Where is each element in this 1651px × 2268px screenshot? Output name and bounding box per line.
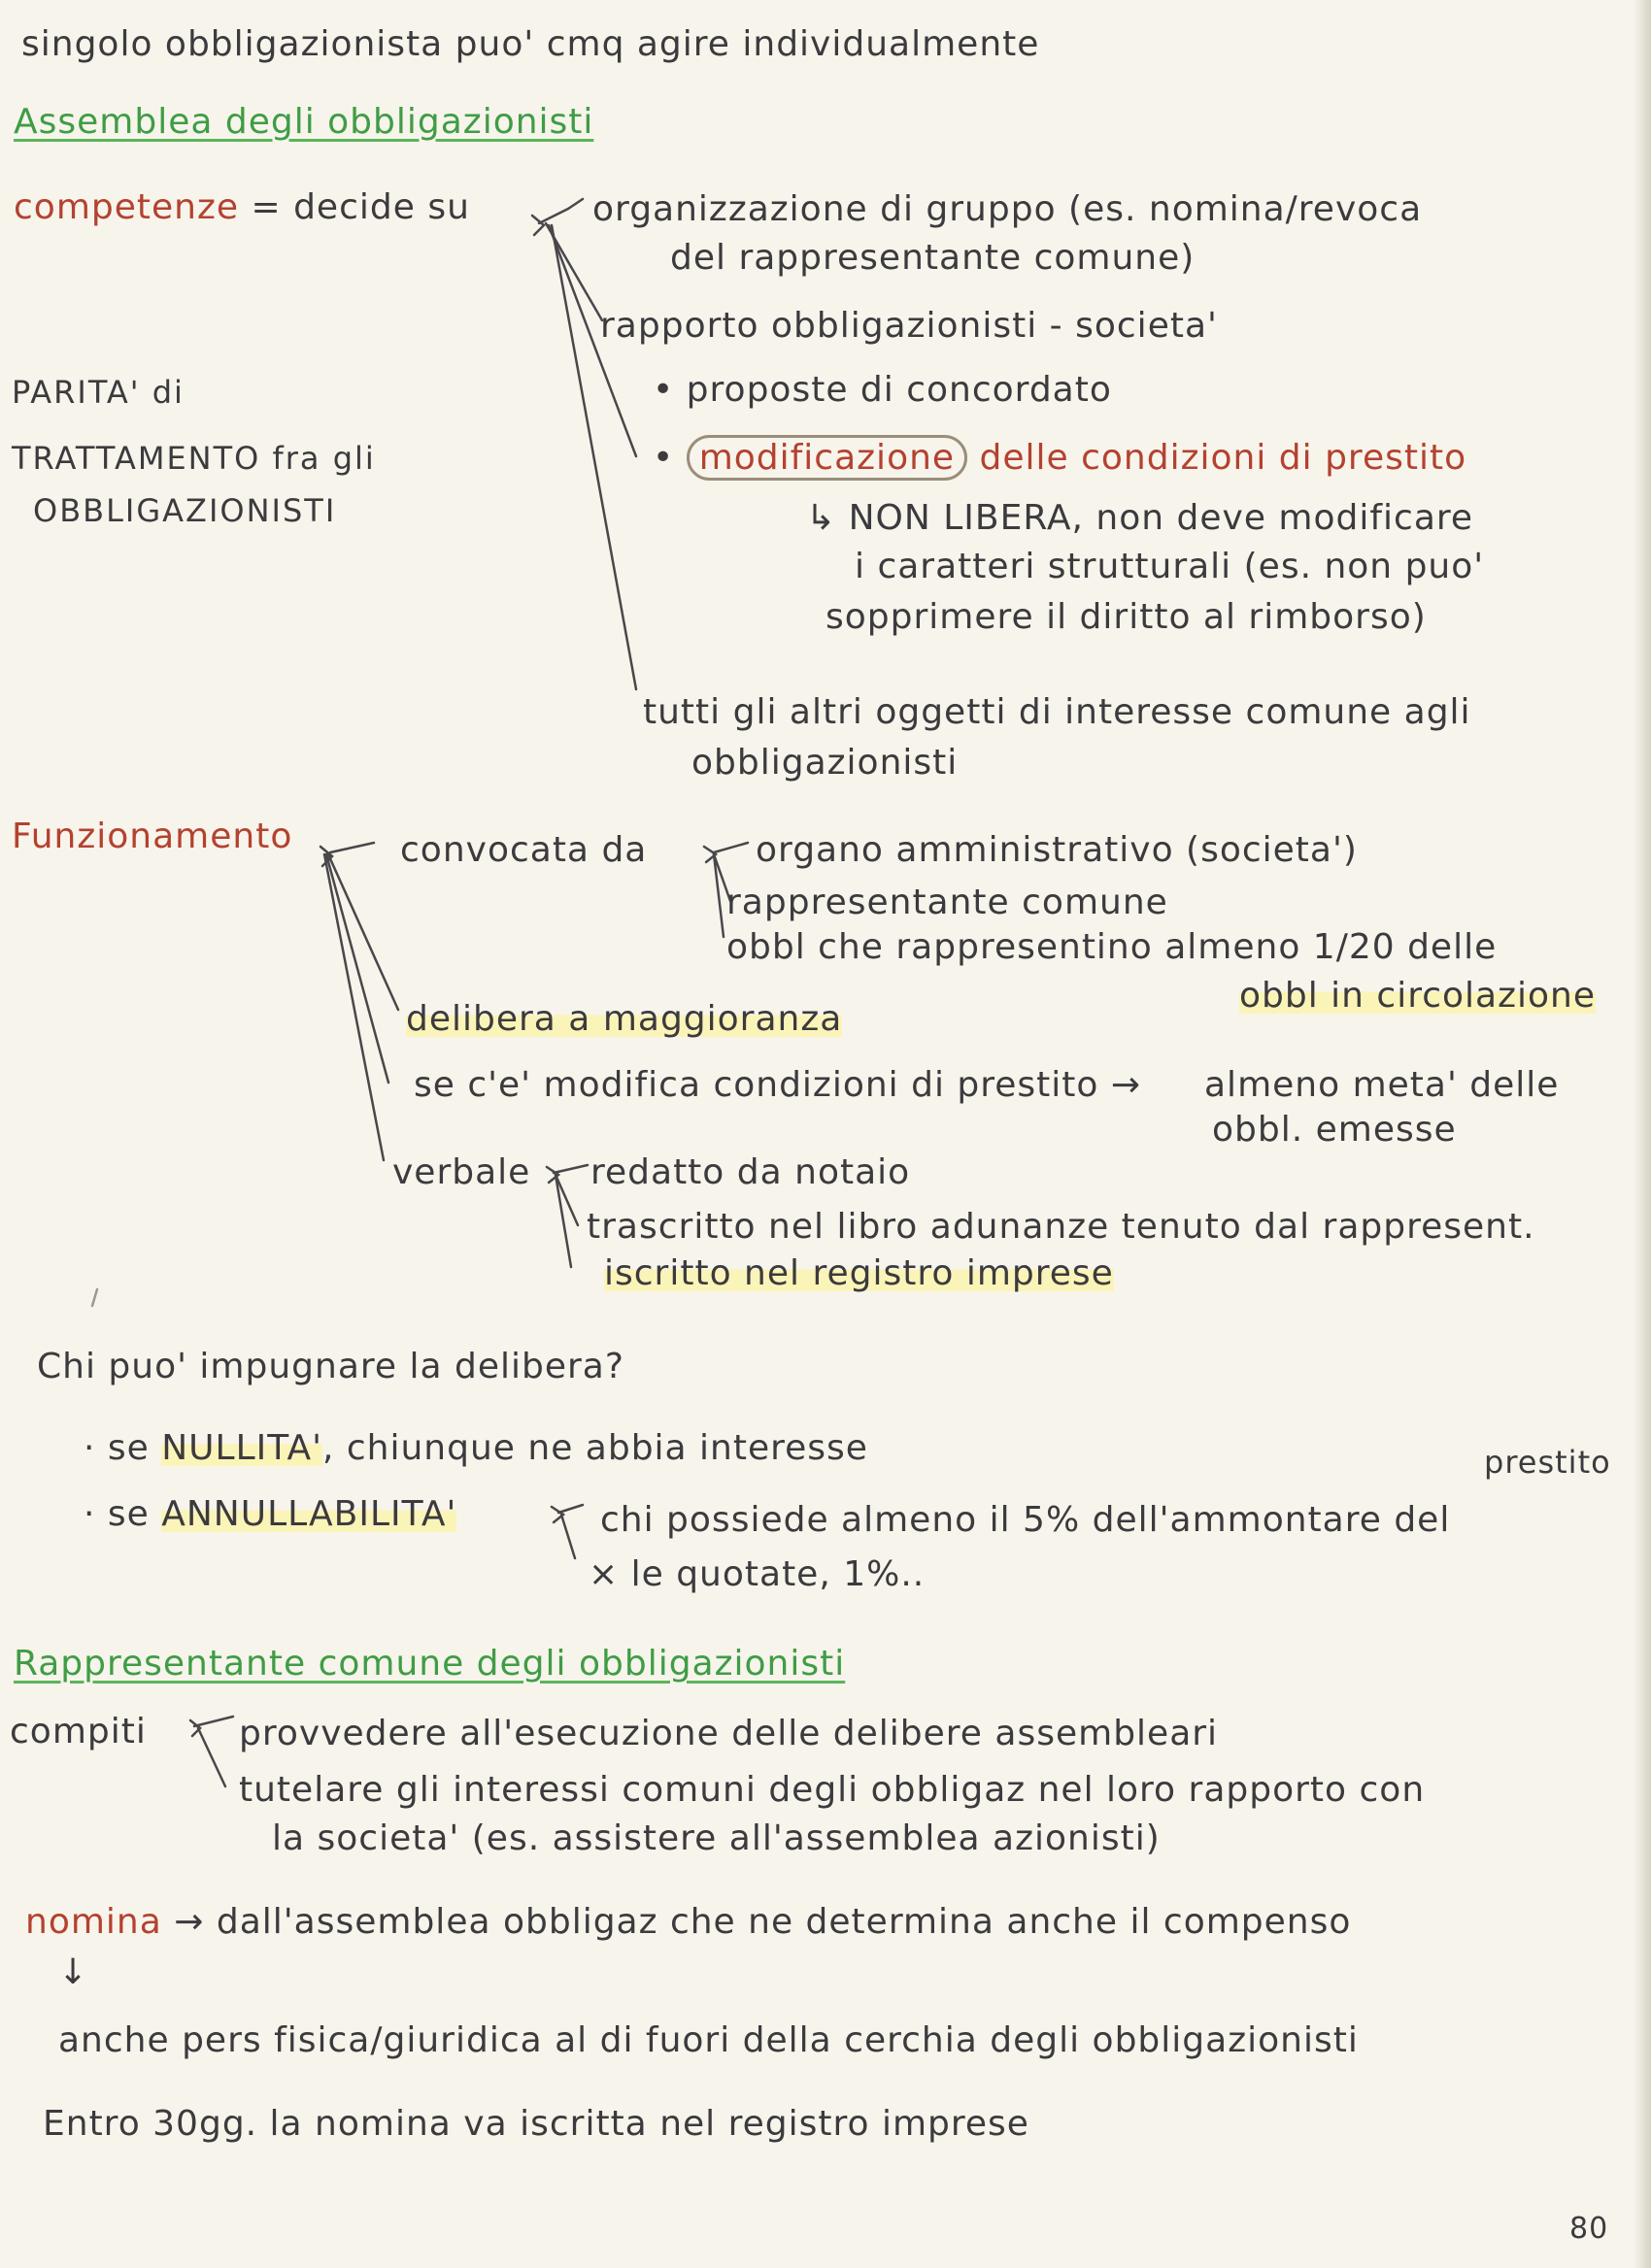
modificazione-item xyxy=(653,437,1466,480)
page-edge-shadow xyxy=(1634,0,1651,2268)
annullabilita-term: ANNULLABILITA' xyxy=(161,1494,457,1534)
down-arrow-icon: ↓ xyxy=(58,1952,89,1992)
convocata-item-3-cont xyxy=(1239,975,1596,1017)
meta-line-1: almeno meta' delle xyxy=(1204,1065,1560,1105)
compiti-item-2: tutelare gli interessi comuni degli obbligaz nel loro rapporto con xyxy=(239,1770,1426,1810)
side-note-line-1: PARITA' di xyxy=(12,374,185,411)
intro-line xyxy=(21,23,1039,66)
annullabilita-line xyxy=(84,1493,456,1536)
in-circolazione: obbl in circolazione xyxy=(1239,976,1597,1016)
section-heading-assemblea: Assemblea degli obbligazionisti xyxy=(14,102,594,142)
compiti-item-2-cont: la societa' (es. assistere all'assemblea azionisti) xyxy=(272,1818,1161,1858)
convocata-item-2: rappresentante comune xyxy=(726,883,1168,922)
nullita-line xyxy=(84,1427,868,1470)
meta-line-2: obbl. emesse xyxy=(1212,1110,1457,1150)
concordato-item: • proposte di concordato xyxy=(653,370,1112,410)
nomina-label: nomina xyxy=(25,1902,162,1942)
nomina-line xyxy=(25,1901,1351,1944)
competenze-item-2: rapporto obbligazionisti - societa' xyxy=(600,306,1218,346)
annullabilita-item-1: chi possiede almeno il 5% dell'ammontare del xyxy=(600,1500,1451,1540)
compiti-item-1: provvedere all'esecuzione delle delibere assembleari xyxy=(239,1714,1219,1753)
modifica-line: se c'e' modifica condizioni di prestito → xyxy=(414,1065,1142,1105)
side-note-line-2: TRATTAMENTO fra gli xyxy=(12,440,376,477)
competenze-line xyxy=(14,186,470,229)
modificazione-circled: modificazione xyxy=(687,435,967,481)
nullita-pre: · se xyxy=(84,1428,150,1468)
entro-line: Entro 30gg. la nomina va iscritta nel registro imprese xyxy=(43,2104,1029,2144)
delibera-text: delibera a maggioranza xyxy=(406,999,843,1039)
registro-imprese: iscritto nel registro imprese xyxy=(604,1253,1114,1293)
delibera-line xyxy=(406,998,842,1041)
non-libera-line-2: i caratteri strutturali (es. non puo' xyxy=(855,547,1485,586)
annullabilita-pre: · se xyxy=(84,1494,150,1534)
annullabilita-item-2: × le quotate, 1%.. xyxy=(589,1554,926,1594)
competenze-item-1-cont: del rappresentante comune) xyxy=(670,238,1196,278)
nullita-term: NULLITA' xyxy=(161,1428,322,1468)
verbale-item-3 xyxy=(604,1252,1114,1295)
competenze-item-3: tutti gli altri oggetti di interesse comune agli xyxy=(643,692,1471,732)
prestito-note: prestito xyxy=(1484,1444,1611,1481)
verbale-item-1: redatto da notaio xyxy=(590,1152,911,1192)
section-heading-rappresentante: Rappresentante comune degli obbligazionisti xyxy=(14,1644,846,1684)
convocata-item-1: organo amministrativo (societa') xyxy=(756,830,1358,870)
convocata-label: convocata da xyxy=(400,830,648,870)
side-note-line-3: OBBLIGAZIONISTI xyxy=(33,492,337,529)
verbale-label: verbale xyxy=(392,1152,531,1192)
nomina-rest: → dall'assemblea obbligaz che ne determina anche il compenso xyxy=(174,1902,1352,1942)
funzionamento-label: Funzionamento xyxy=(12,817,293,856)
nullita-rest: , chiunque ne abbia interesse xyxy=(321,1428,868,1468)
competenze-rest: = decide su xyxy=(251,187,470,227)
bullet: • xyxy=(653,438,675,478)
verbale-item-2: trascritto nel libro adunanze tenuto dal rappresent. xyxy=(587,1207,1535,1247)
non-libera-line-1: ↳ NON LIBERA, non deve modificare xyxy=(806,498,1474,538)
intro-text: singolo obbligazionista puo' cmq agire individualmente xyxy=(21,24,1040,64)
convocata-item-3: obbl che rappresentino almeno 1/20 delle xyxy=(726,927,1498,967)
page-number: 80 xyxy=(1569,2212,1609,2246)
competenze-item-1: organizzazione di gruppo (es. nomina/revoca xyxy=(592,189,1423,229)
non-libera-line-3: sopprimere il diritto al rimborso) xyxy=(826,597,1427,637)
anche-line: anche pers fisica/giuridica al di fuori della cerchia degli obbligazionisti xyxy=(58,2020,1359,2060)
impugnazione-question: Chi puo' impugnare la delibera? xyxy=(37,1347,624,1386)
competenze-item-3-cont: obbligazionisti xyxy=(691,743,959,783)
modificazione-rest: delle condizioni di prestito xyxy=(979,438,1467,478)
competenze-label: competenze xyxy=(14,187,240,227)
compiti-label: compiti xyxy=(10,1712,147,1751)
